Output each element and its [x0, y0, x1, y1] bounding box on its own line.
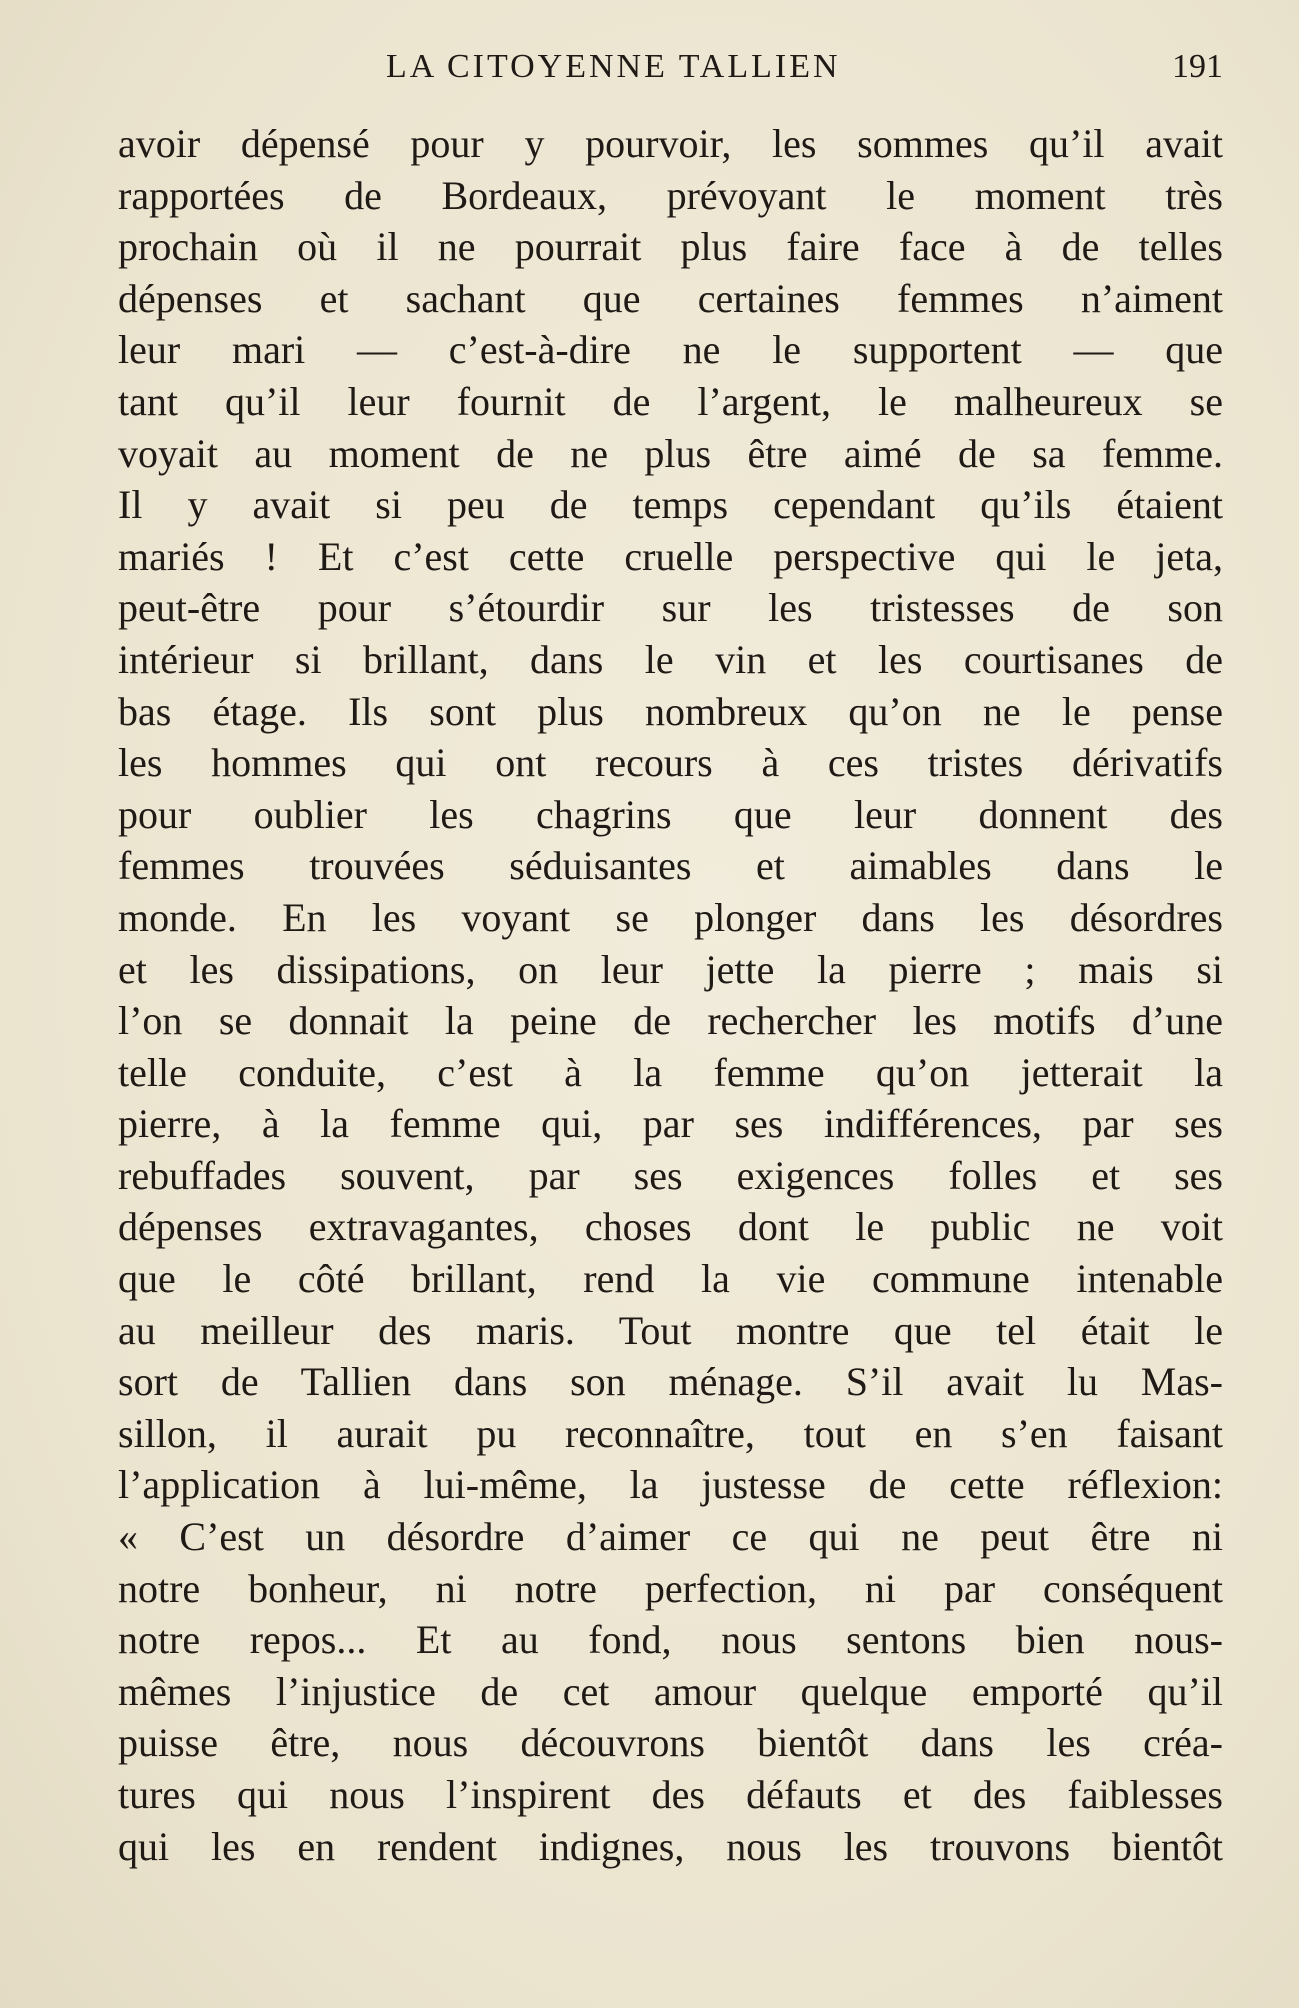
text-line: l’on se donnait la peine de rechercher les motifs d’une [118, 998, 1223, 1044]
text-line: l’application à lui-même, la justesse de cette réflexion: [118, 1462, 1223, 1508]
body-text [118, 118, 1223, 1872]
text-line: telle conduite, c’est à la femme qu’on jetterait la [118, 1049, 1223, 1095]
text-line: pierre, à la femme qui, par ses indifférences, par ses [118, 1101, 1223, 1147]
page-header [118, 42, 1223, 92]
text-line: tures qui nous l’inspirent des défauts et des faiblesses [118, 1772, 1223, 1817]
text-line: bas étage. Ils sont plus nombreux qu’on ne le pense [118, 688, 1223, 734]
text-line: dépenses extravagantes, choses dont le public ne voit [118, 1204, 1223, 1250]
text-line: pour oublier les chagrins que leur donnent des [118, 791, 1223, 837]
text-line: peut-être pour s’étourdir sur les tristesses de son [118, 585, 1223, 631]
text-line: tant qu’il leur fournit de l’argent, le malheureux se [118, 378, 1223, 424]
text-line: notre repos... Et au fond, nous sentons bien nous- [118, 1617, 1223, 1663]
text-line: leur mari — c’est-à-dire ne le supportent — que [118, 327, 1223, 373]
text-line: que le côté brillant, rend la vie commune intenable [118, 1256, 1223, 1302]
text-line: voyait au moment de ne plus être aimé de sa femme. [118, 430, 1223, 476]
text-line: qui les en rendent indignes, nous les trouvons bientôt [118, 1823, 1223, 1869]
text-line: « C’est un désordre d’aimer ce qui ne peut être ni [118, 1514, 1223, 1560]
text-line: prochain où il ne pourrait plus faire face à de telles [118, 224, 1223, 270]
text-line: avoir dépensé pour y pourvoir, les sommes qu’il avait [118, 121, 1223, 166]
text-line: mêmes l’injustice de cet amour quelque emporté qu’il [118, 1668, 1223, 1714]
text-line: rebuffades souvent, par ses exigences folles et ses [118, 1152, 1223, 1198]
text-line: femmes trouvées séduisantes et aimables dans le [118, 843, 1223, 889]
text-line: Il y avait si peu de temps cependant qu’ils étaient [118, 482, 1223, 528]
text-line: mariés ! Et c’est cette cruelle perspective qui le jeta, [118, 533, 1223, 579]
text-line: rapportées de Bordeaux, prévoyant le moment très [118, 172, 1223, 218]
text-line: intérieur si brillant, dans le vin et les courtisanes de [118, 636, 1223, 682]
text-line: sort de Tallien dans son ménage. S’il avait lu Mas- [118, 1359, 1223, 1405]
page-number: 191 [1172, 48, 1223, 85]
text-line: dépenses et sachant que certaines femmes n’aiment [118, 275, 1223, 321]
text-line: sillon, il aurait pu reconnaître, tout en s’en faisant [118, 1410, 1223, 1456]
text-line: monde. En les voyant se plonger dans les désordres [118, 894, 1223, 940]
text-line: au meilleur des maris. Tout montre que tel était le [118, 1307, 1223, 1353]
text-line: puisse être, nous découvrons bientôt dans les créa- [118, 1720, 1223, 1766]
text-line: et les dissipations, on leur jette la pierre ; mais si [118, 946, 1223, 992]
running-title: LA CITOYENNE TALLIEN [386, 48, 841, 85]
text-line: les hommes qui ont recours à ces tristes dérivatifs [118, 740, 1223, 786]
text-line: notre bonheur, ni notre perfection, ni par conséquent [118, 1565, 1223, 1611]
